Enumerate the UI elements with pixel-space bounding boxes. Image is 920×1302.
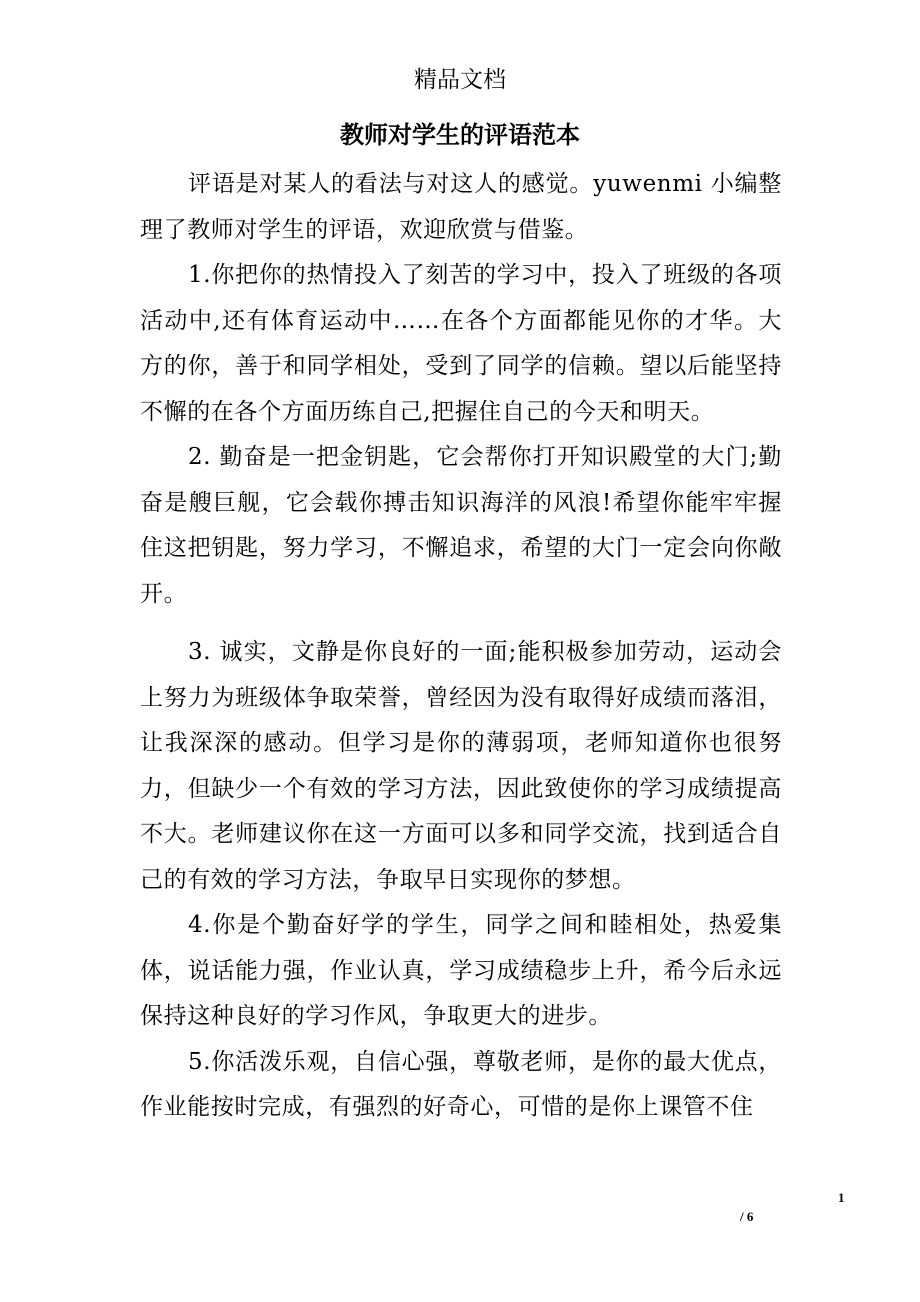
comment-paragraph-3: 3. 诚实，文静是你良好的一面;能积极参加劳动，运动会上努力为班级体争取荣誉，曾经因为没有取得好成绩而落泪，让我深深的感动。但学习是你的薄弱项，老师知道你也很努力，但缺少一个有效的学习方法，因此致使你的学习成绩提高不大。老师建议你在这一方面可以多和同学交流，找到适合自己的有效的学习方法，争取早日实现你的梦想。 <box>140 639 782 893</box>
page-number: 1 <box>838 1190 845 1205</box>
comment-paragraph-5: 5.你活泼乐观，自信心强，尊敬老师，是你的最大优点，作业能按时完成，有强烈的好奇心，可惜的是你上课管不住 <box>140 1048 782 1120</box>
comment-paragraph-4: 4.你是个勤奋好学的学生，同学之间和睦相处，热爱集体，说话能力强，作业认真，学习成绩稳步上升，希今后永远保持这种良好的学习作风，争取更大的进步。 <box>140 912 782 1029</box>
intro-paragraph: 评语是对某人的看法与对这人的感觉。yuwenmi 小编整理了教师对学生的评语，欢迎欣赏与借鉴。 <box>140 171 782 243</box>
page-header: 精品文档 <box>414 67 506 93</box>
comment-paragraph-2: 2. 勤奋是一把金钥匙，它会帮你打开知识殿堂的大门;勤奋是艘巨舰，它会载你搏击知识海洋的风浪!希望你能牢牢握住这把钥匙，努力学习，不懈追求，希望的大门一定会向你敞开。 <box>140 444 782 607</box>
document-title: 教师对学生的评语范本 <box>340 120 580 149</box>
comment-paragraph-1: 1.你把你的热情投入了刻苦的学习中，投入了班级的各项活动中,还有体育运动中……在各个方面都能见你的才华。大方的你，善于和同学相处，受到了同学的信赖。望以后能坚持不懈的在各个方面历练自己,把握住自己的今天和明天。 <box>140 262 782 425</box>
page-total: / 6 <box>740 1209 754 1224</box>
document-body <box>140 162 782 1131</box>
